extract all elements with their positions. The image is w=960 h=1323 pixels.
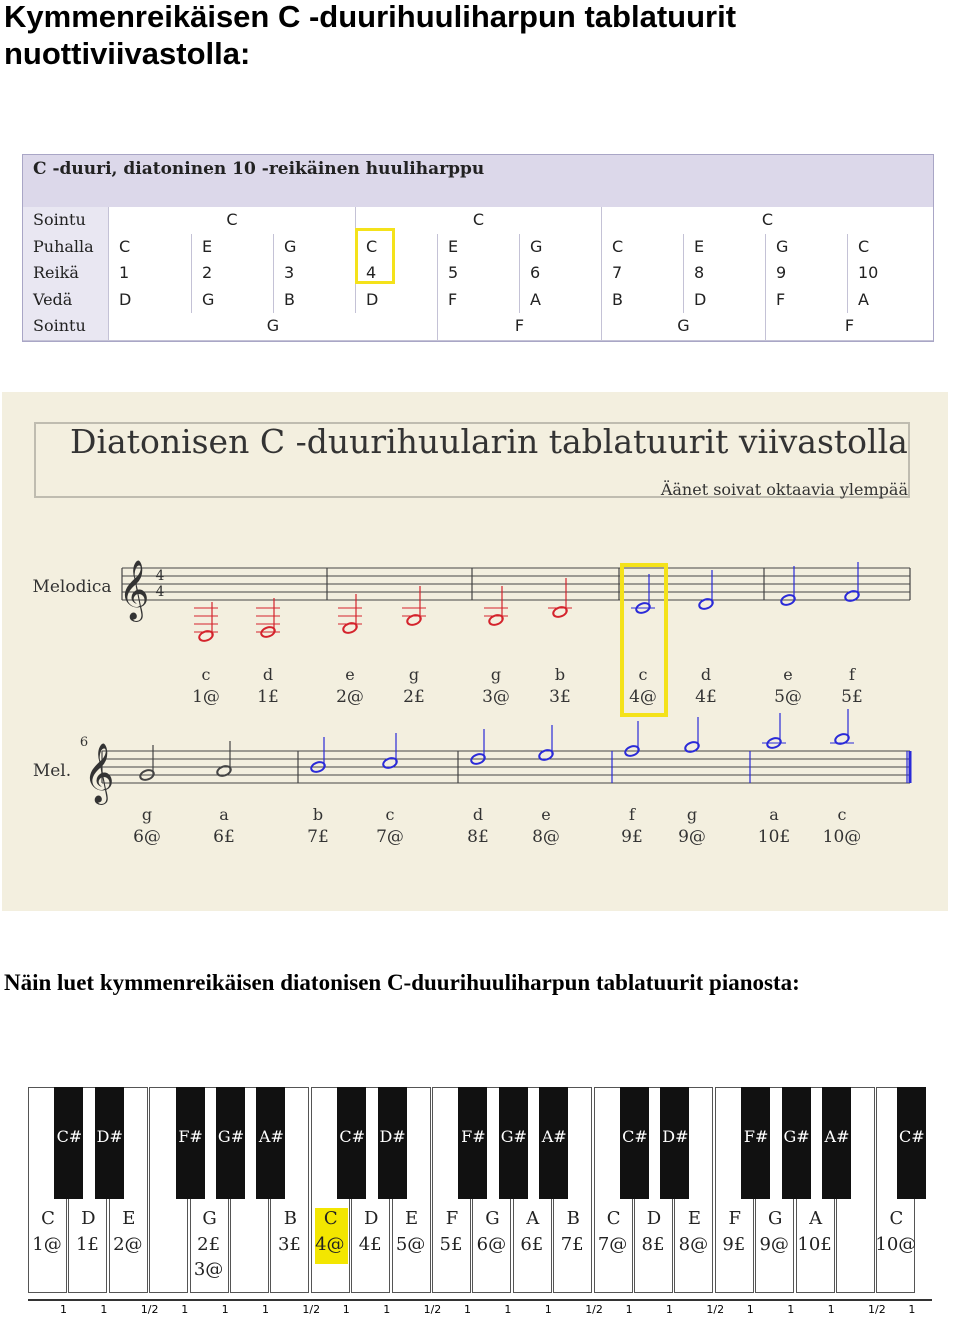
- key-tab-label: 6@: [476, 1234, 507, 1255]
- table-cell: G: [273, 234, 355, 261]
- step-label: 1: [787, 1303, 795, 1316]
- tab-label: 1@: [192, 687, 220, 707]
- note-name: b: [554, 665, 566, 684]
- black-key-label: A#: [541, 1127, 567, 1146]
- row-label: Sointu: [23, 313, 108, 340]
- black-key-label: C#: [622, 1127, 648, 1146]
- table-cell: C: [355, 234, 437, 261]
- music-staves: [2, 392, 948, 911]
- note-name: e: [783, 665, 793, 684]
- tab-label: 3£: [549, 687, 571, 707]
- step-label: 1/2: [706, 1303, 725, 1316]
- table-cell: B: [601, 287, 683, 314]
- black-key[interactable]: [822, 1087, 851, 1199]
- table-cell: B: [273, 287, 355, 314]
- table-cell: A: [847, 287, 933, 314]
- time-sig: 4: [155, 568, 165, 584]
- note-name: d: [472, 805, 484, 824]
- table-cell: G: [108, 313, 437, 340]
- white-key-label: F: [728, 1208, 742, 1229]
- white-key-label: C: [606, 1208, 621, 1229]
- black-key-label: G#: [783, 1127, 810, 1146]
- black-key-label: F#: [743, 1127, 769, 1146]
- staff2-instrument: Mel.: [32, 761, 72, 781]
- table-cell: 1: [108, 260, 191, 287]
- tab-label: 3@: [482, 687, 510, 707]
- table-cell: E: [437, 234, 519, 261]
- white-key-label: G: [767, 1208, 783, 1229]
- table-cell: 7: [601, 260, 683, 287]
- key-tab-label: 8£: [641, 1234, 665, 1255]
- black-key[interactable]: [216, 1087, 245, 1199]
- black-key[interactable]: [256, 1087, 285, 1199]
- key-tab-label: 2@: [113, 1234, 143, 1255]
- black-key-label: G#: [217, 1127, 245, 1146]
- table-title: C -duuri, diatoninen 10 -reikäinen huuliharppu: [33, 159, 485, 179]
- row-label: Vedä: [23, 287, 108, 314]
- step-ruler: [28, 1299, 932, 1317]
- table-cell: 9: [765, 260, 847, 287]
- table-row: [23, 234, 933, 262]
- note-name: g: [141, 805, 153, 824]
- step-label: 1: [342, 1303, 350, 1316]
- note-name: d: [700, 665, 712, 684]
- key-tab-label: 8@: [678, 1234, 709, 1255]
- key-tab-label: 1@: [32, 1234, 62, 1255]
- white-key-label: C: [889, 1208, 904, 1229]
- key-tab-label: 6£: [520, 1234, 544, 1255]
- row-label: Puhalla: [23, 234, 108, 261]
- step-label: 1: [746, 1303, 754, 1316]
- table-cell: F: [765, 287, 847, 314]
- note-name: d: [262, 665, 274, 684]
- table-cell: 3: [273, 260, 355, 287]
- note-name: c: [638, 665, 648, 684]
- tab-label: 7@: [376, 827, 404, 847]
- tab-label: 2@: [336, 687, 364, 707]
- step-label: 1: [625, 1303, 633, 1316]
- tab-label: 2£: [403, 687, 425, 707]
- step-label: 1/2: [140, 1303, 159, 1316]
- step-label: 1: [666, 1303, 673, 1316]
- table-header: [23, 155, 933, 208]
- black-key[interactable]: [539, 1087, 568, 1199]
- table-cell: F: [765, 313, 933, 340]
- note-name: c: [837, 805, 847, 824]
- key-tab-label: 10£: [797, 1234, 832, 1255]
- table-cell: C: [355, 207, 601, 234]
- key-tab-label: 5@: [395, 1234, 426, 1255]
- black-key-label: A#: [258, 1127, 284, 1146]
- table-cell: 2: [191, 260, 273, 287]
- white-key-label: B: [283, 1208, 297, 1229]
- black-key[interactable]: [378, 1087, 407, 1199]
- black-key[interactable]: [660, 1087, 689, 1199]
- black-key[interactable]: [499, 1087, 528, 1199]
- key-tab-label: 9£: [722, 1234, 746, 1255]
- black-key-label: A#: [824, 1127, 850, 1146]
- table-cell: C: [108, 207, 355, 234]
- step-label: 1: [221, 1303, 229, 1316]
- tab-label: 7£: [307, 827, 329, 847]
- black-key-label: C#: [898, 1127, 925, 1146]
- table-cell: G: [519, 234, 601, 261]
- white-key-label: E: [687, 1208, 701, 1229]
- table-cell: G: [765, 234, 847, 261]
- white-key-label: D: [81, 1208, 96, 1229]
- staff-figure: [2, 392, 948, 911]
- white-key-label: A: [526, 1208, 540, 1229]
- table-cell: F: [437, 287, 519, 314]
- harmonica-table: [22, 154, 934, 342]
- key-tab-label: 4£: [358, 1234, 382, 1255]
- key-tab-label: 4@: [315, 1234, 345, 1255]
- step-label: 1: [262, 1303, 269, 1316]
- staff1-instrument: Melodica: [32, 577, 112, 597]
- note-name: c: [201, 665, 211, 684]
- black-key[interactable]: [620, 1087, 649, 1199]
- black-key-label: D#: [662, 1127, 689, 1146]
- black-key-label: D#: [96, 1127, 123, 1146]
- black-key[interactable]: [176, 1087, 205, 1199]
- note-name: g: [686, 805, 698, 824]
- white-key-label: G: [485, 1208, 500, 1229]
- table-row: [23, 313, 933, 341]
- black-key[interactable]: [337, 1087, 366, 1199]
- measure-number: 6: [79, 735, 89, 750]
- black-key-label: C#: [339, 1127, 366, 1146]
- white-key-label: D: [363, 1208, 379, 1229]
- note-name: g: [490, 665, 502, 684]
- key-tab-label: 10@: [875, 1234, 917, 1255]
- key-tab-label: 7£: [560, 1234, 584, 1255]
- step-label: 1/2: [585, 1303, 603, 1316]
- tab-label: 8@: [532, 827, 560, 847]
- table-cell: C: [847, 234, 933, 261]
- key-tab-label: 5£: [439, 1234, 463, 1255]
- note-name: e: [541, 805, 551, 824]
- tab-label: 10£: [757, 827, 791, 847]
- table-cell: 6: [519, 260, 601, 287]
- step-label: 1/2: [423, 1303, 442, 1316]
- piano-keyboard: [28, 1087, 932, 1315]
- white-key-label: B: [566, 1208, 580, 1229]
- note-name: b: [312, 805, 324, 824]
- step-label: 1: [504, 1303, 512, 1316]
- step-label: 1: [827, 1303, 835, 1316]
- tab-label: 4£: [695, 687, 717, 707]
- tab-label: 10@: [822, 827, 862, 847]
- black-key[interactable]: [741, 1087, 770, 1199]
- table-cell: D: [683, 287, 765, 314]
- white-key-label: C: [323, 1208, 338, 1229]
- black-key-label: G#: [500, 1127, 527, 1146]
- black-key-label: D#: [379, 1127, 406, 1146]
- tab-label: 1£: [257, 687, 279, 707]
- table-cell: 5: [437, 260, 519, 287]
- table-cell: E: [683, 234, 765, 261]
- white-key-label: F: [445, 1208, 459, 1229]
- staff-subtitle: Äänet soivat oktaavia ylempää: [660, 480, 908, 499]
- tab-label: 9£: [621, 827, 643, 847]
- step-label: 1/2: [302, 1303, 321, 1316]
- note-name: a: [769, 805, 779, 824]
- key-tab-label: 2£: [197, 1234, 221, 1255]
- black-key[interactable]: [458, 1087, 487, 1199]
- black-key-label: F#: [178, 1127, 203, 1146]
- table-row: [23, 260, 933, 288]
- table-cell: G: [601, 313, 765, 340]
- tab-label: 5£: [841, 687, 863, 707]
- black-key[interactable]: [54, 1087, 83, 1199]
- black-key-label: C#: [56, 1127, 83, 1146]
- table-cell: A: [519, 287, 601, 314]
- treble-clef-icon: 𝄞: [118, 560, 150, 620]
- row-label: Sointu: [23, 207, 108, 234]
- treble-clef-icon: 𝄞: [83, 743, 115, 803]
- key-tab-label: 9@: [759, 1234, 789, 1255]
- table-cell: C: [601, 234, 683, 261]
- tab-label: 8£: [467, 827, 489, 847]
- row-label: Reikä: [23, 260, 108, 287]
- table-cell: 4: [355, 260, 437, 287]
- tab-label: 6@: [133, 827, 161, 847]
- white-key-label: E: [405, 1208, 419, 1229]
- step-label: 1: [544, 1303, 552, 1316]
- table-cell: F: [437, 313, 601, 340]
- black-key[interactable]: [782, 1087, 811, 1199]
- black-key[interactable]: [897, 1087, 926, 1199]
- key-tab-label: 7@: [597, 1234, 628, 1255]
- step-label: 1: [181, 1303, 189, 1316]
- table-cell: C: [108, 234, 191, 261]
- step-label: 1/2: [868, 1303, 886, 1316]
- note-name: c: [385, 805, 395, 824]
- white-key-label: E: [122, 1208, 136, 1229]
- table-row: [23, 287, 933, 315]
- white-key-label: D: [646, 1208, 662, 1229]
- black-key[interactable]: [95, 1087, 124, 1199]
- key-tab-label: 3@: [193, 1259, 224, 1280]
- table-cell: 8: [683, 260, 765, 287]
- table-grid: [23, 207, 933, 341]
- white-key-label: A: [809, 1208, 823, 1229]
- tab-label: 5@: [774, 687, 802, 707]
- white-key-label: G: [202, 1208, 217, 1229]
- step-label: 1: [100, 1303, 108, 1316]
- white-key-label: C: [41, 1208, 55, 1229]
- table-cell: C: [601, 207, 933, 234]
- table-cell: D: [355, 287, 437, 314]
- table-cell: G: [191, 287, 273, 314]
- note-name: g: [408, 665, 420, 684]
- key-tab-label: 3£: [277, 1234, 301, 1255]
- step-label: 1: [383, 1303, 391, 1316]
- note-name: f: [629, 805, 635, 824]
- hole4-highlight: [355, 228, 395, 284]
- page-heading: Kymmenreikäisen C -duurihuuliharpun tablatuurit nuottiviivastolla:: [4, 0, 737, 71]
- note-name: e: [345, 665, 355, 684]
- step-label: 1: [908, 1303, 916, 1316]
- key-tab-label: 1£: [75, 1234, 99, 1255]
- table-cell: E: [191, 234, 273, 261]
- table-cell: 10: [847, 260, 933, 287]
- step-label: 1: [464, 1303, 471, 1316]
- black-key-label: F#: [461, 1127, 486, 1146]
- table-cell: D: [108, 287, 191, 314]
- tab-label: 9@: [678, 827, 706, 847]
- table-row: [23, 207, 933, 235]
- step-label: 1: [60, 1303, 67, 1316]
- note-name: a: [219, 805, 229, 824]
- tab-label: 4@: [629, 687, 657, 707]
- note-name: f: [849, 665, 855, 684]
- time-sig: 4: [155, 584, 165, 600]
- piano-caption: Näin luet kymmenreikäisen diatonisen C-duurihuuliharpun tablatuurit pianosta:: [4, 970, 800, 995]
- tab-label: 6£: [213, 827, 235, 847]
- staff-title: Diatonisen C -duurihuularin tablatuurit viivastolla: [70, 422, 908, 461]
